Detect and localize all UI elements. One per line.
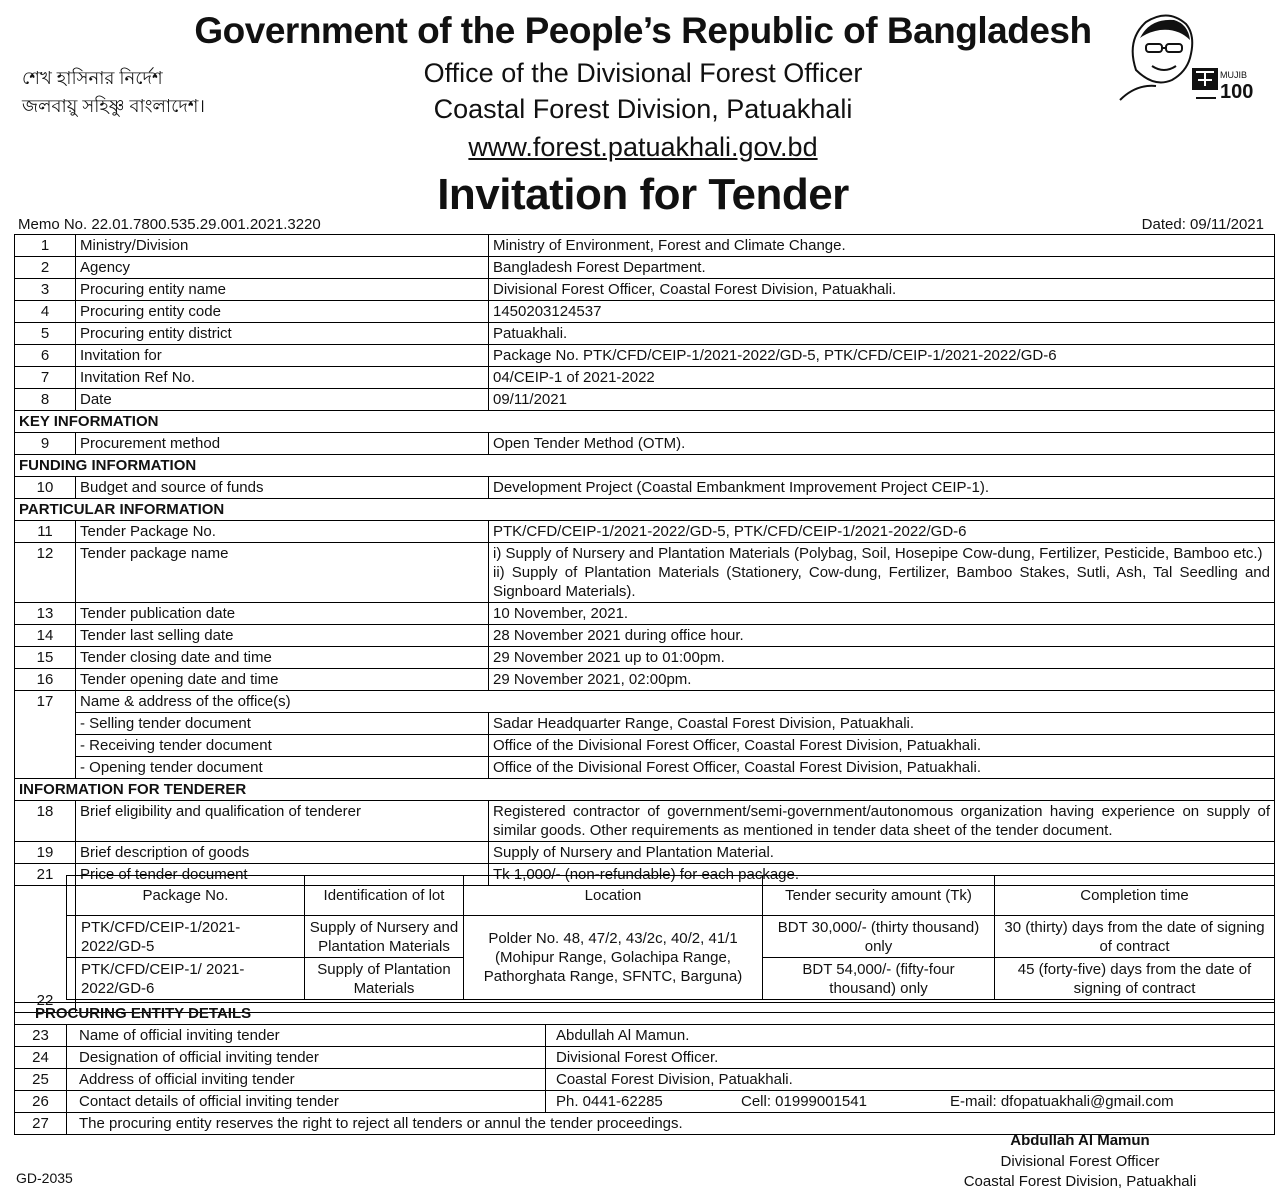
package-name-1: i) Supply of Nursery and Plantation Materials (Polybag, Soil, Hosepipe Cow-dung, Fertilizer, Pesticide, Bamboo etc.) (493, 545, 1263, 562)
lot-location: Polder No. 48, 47/2, 43/2c, 40/2, 41/1 (Mohipur Range, Golachipa Range, Pathorghata Range, SFNTC, Barguna) (464, 916, 763, 1000)
table-row: 8 Date 09/11/2021 (15, 389, 1275, 411)
table-row: 21 Price of tender document Tk 1,000/- (non-refundable) for each package. (15, 864, 1275, 886)
contact-cell: Cell: 01999001541 (741, 1093, 867, 1110)
table-row: 19 Brief description of goods Supply of Nursery and Plantation Material. (15, 842, 1275, 864)
procuring-entity-table (14, 1002, 1275, 1135)
bangla-slogan-line2: জলবায়ু সহিষ্ণু বাংলাদেশ। (22, 96, 205, 116)
section-heading-procuring: PROCURING ENTITY DETAILS (15, 1003, 1275, 1025)
footer-code: GD-2035 (16, 1170, 73, 1186)
section-heading-funding: FUNDING INFORMATION (15, 455, 1275, 477)
division-name: Coastal Forest Division, Patuakhali (433, 94, 853, 124)
table-row: 13 Tender publication date 10 November, 2021. (15, 603, 1275, 625)
table-row: 9 Procurement method Open Tender Method (OTM). (15, 433, 1275, 455)
table-row-22: 22 (15, 886, 1275, 1013)
dated: Dated: 09/11/2021 (1141, 216, 1264, 233)
table-row: 27 The procuring entity reserves the right to reject all tenders or annul the tender proceedings. (15, 1113, 1275, 1135)
table-row: 11 Tender Package No. PTK/CFD/CEIP-1/2021-2022/GD-5, PTK/CFD/CEIP-1/2021-2022/GD-6 (15, 521, 1275, 543)
section-heading-particular: PARTICULAR INFORMATION (15, 499, 1275, 521)
table-row: 6 Invitation for Package No. PTK/CFD/CEIP-1/2021-2022/GD-5, PTK/CFD/CEIP-1/2021-2022/GD-6 (15, 345, 1275, 367)
contact-phone: Ph. 0441-62285 (556, 1093, 663, 1110)
office-name: Office of the Divisional Forest Officer (423, 58, 863, 88)
table-row: 18 Brief eligibility and qualification of tenderer Registered contractor of government/semi-government/autonomous organization having experience on supply of similar goods. Other requirements as mentioned in tender data sheet of the tender document. (15, 801, 1275, 842)
table-row: 5 Procuring entity district Patuakhali. (15, 323, 1275, 345)
memo-number: Memo No. 22.01.7800.535.29.001.2021.3220 (18, 216, 321, 233)
lot-row: PTK/CFD/CEIP-1/ 2021-2022/GD-6 Supply of Plantation Materials BDT 54,000/- (fifty-four thousand) only 45 (forty-five) days from the date of signing of contract (67, 958, 1275, 1000)
table-row: 1 Ministry/Division Ministry of Environment, Forest and Climate Change. (15, 235, 1275, 257)
table-row: 7 Invitation Ref No. 04/CEIP-1 of 2021-2022 (15, 367, 1275, 389)
table-row: 16 Tender opening date and time 29 November 2021, 02:00pm. (15, 669, 1275, 691)
table-row: 24 Designation of official inviting tender Divisional Forest Officer. (15, 1047, 1275, 1069)
svg-text:100: 100 (1220, 81, 1254, 103)
lot-header-location: Location (464, 876, 763, 916)
lot-row: PTK/CFD/CEIP-1/2021-2022/GD-5 Supply of Nursery and Plantation Materials Polder No. 48, 47/2, 43/2c, 40/2, 41/1 (Mohipur Range, Golachipa Range, Pathorghata Range, SFNTC, Barguna) BDT 30,000/- (thirty thousand) only 30 (thirty) days from the date of signing of contract (67, 916, 1275, 958)
signatory-designation: Divisional Forest Officer (1000, 1153, 1160, 1170)
bangla-slogan-line1: শেখ হাসিনার নির্দেশ (22, 68, 163, 88)
lot-header-completion: Completion time (995, 876, 1275, 916)
mujib-100-logo (1116, 10, 1256, 106)
signatory-name: Abdullah Al Mamun (1010, 1132, 1150, 1149)
table-row: - Selling tender document Sadar Headquarter Range, Coastal Forest Division, Patuakhali. (15, 713, 1275, 735)
table-row: 3 Procuring entity name Divisional Forest Officer, Coastal Forest Division, Patuakhali. (15, 279, 1275, 301)
table-row: 4 Procuring entity code 1450203124537 (15, 301, 1275, 323)
table-row: 14 Tender last selling date 28 November 2021 during office hour. (15, 625, 1275, 647)
section-heading-tenderer: INFORMATION FOR TENDERER (15, 779, 1275, 801)
svg-text:MUJIB: MUJIB (1220, 70, 1247, 80)
government-title: Government of the People’s Republic of Bangladesh (194, 10, 1092, 51)
section-heading-key: KEY INFORMATION (15, 411, 1275, 433)
signatory-office: Coastal Forest Division, Patuakhali (963, 1173, 1197, 1190)
table-row: 2 Agency Bangladesh Forest Department. (15, 257, 1275, 279)
table-row: 26 Contact details of official inviting tender Ph. 0441-62285 Cell: 01999001541 E-mail: dfopatuakhali@gmail.com (15, 1091, 1275, 1113)
invitation-heading: Invitation for Tender (437, 170, 849, 219)
website-link[interactable]: www.forest.patuakhali.gov.bd (468, 132, 818, 162)
table-row: 10 Budget and source of funds Development Project (Coastal Embankment Improvement Project CEIP-1). (15, 477, 1275, 499)
table-row: 23 Name of official inviting tender Abdullah Al Mamun. (15, 1025, 1275, 1047)
lot-header-identification: Identification of lot (305, 876, 464, 916)
contact-email: E-mail: dfopatuakhali@gmail.com (950, 1091, 1275, 1113)
table-row: 17 Name & address of the office(s) (15, 691, 1275, 713)
package-name-2: ii) Supply of Plantation Materials (Stationery, Cow-dung, Fertilizer, Bamboo Stakes, Sutli, Ash, Tal Seedling and Signboard Materials). (493, 564, 1270, 600)
table-row: - Receiving tender document Office of the Divisional Forest Officer, Coastal Forest Division, Patuakhali. (15, 735, 1275, 757)
lot-header-security: Tender security amount (Tk) (763, 876, 995, 916)
table-row: 15 Tender closing date and time 29 November 2021 up to 01:00pm. (15, 647, 1275, 669)
lot-table (66, 875, 1275, 1000)
lot-header-package: Package No. (67, 876, 305, 916)
table-row: - Opening tender document Office of the Divisional Forest Officer, Coastal Forest Division, Patuakhali. (15, 757, 1275, 779)
table-row: 25 Address of official inviting tender Coastal Forest Division, Patuakhali. (15, 1069, 1275, 1091)
table-row: 12 Tender package name i) Supply of Nursery and Plantation Materials (Polybag, Soil, Hosepipe Cow-dung, Fertilizer, Pesticide, Bamboo etc.) ii) Supply of Plantation Materials (Stationery, Cow-dung, Fertilizer, Bamboo Stakes, Sutli, Ash, Tal Seedling and Signboard Materials). (15, 543, 1275, 603)
